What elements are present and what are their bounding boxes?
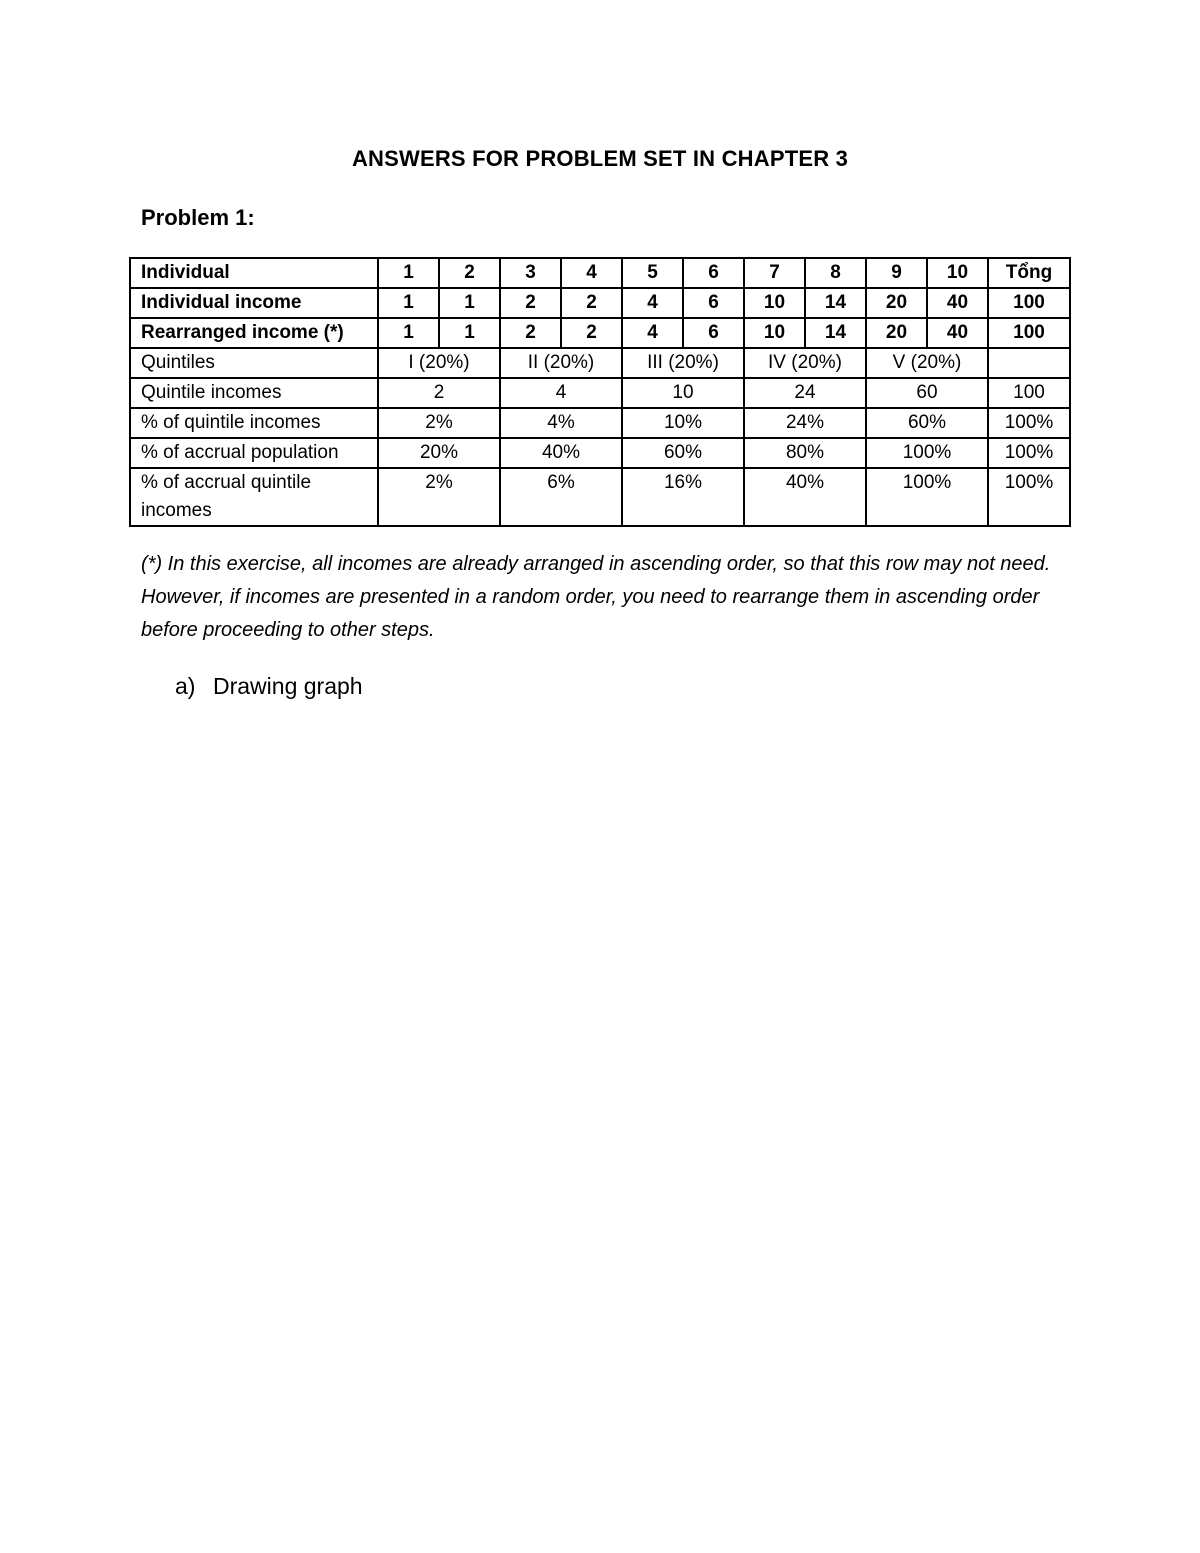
table-cell: 3 [500,258,561,288]
row-label: Individual income [130,288,378,318]
table-row-pct-accrual-population [130,438,1070,468]
table-cell: 20 [866,288,927,318]
list-marker: a) [175,673,196,699]
table-cell: 1 [439,318,500,348]
row-label: Rearranged income (*) [130,318,378,348]
table-cell: 4 [500,378,622,408]
table-cell: 2 [378,378,500,408]
table-cell: 2 [500,288,561,318]
table-cell: III (20%) [622,348,744,378]
table-cell: 100% [866,468,988,526]
table-cell: 40% [500,438,622,468]
table-cell: 60% [866,408,988,438]
table-row-pct-accrual-quintile-incomes [130,468,1070,526]
table-cell: 2% [378,408,500,438]
table-cell: 2 [500,318,561,348]
table-cell: 6% [500,468,622,526]
table-cell: IV (20%) [744,348,866,378]
total-cell [988,348,1070,378]
table-cell: 14 [805,288,866,318]
quintile-table [129,257,1071,527]
table-cell: 10 [927,258,988,288]
table-row-quintiles [130,348,1070,378]
table-cell: 4 [622,318,683,348]
table-cell: 4 [622,288,683,318]
total-cell: Tổng [988,258,1070,288]
table-cell: 2 [561,318,622,348]
document-title: ANSWERS FOR PROBLEM SET IN CHAPTER 3 [351,146,849,171]
table-cell: 10 [622,378,744,408]
table-row-rearranged-income [130,318,1070,348]
table-cell: 60% [622,438,744,468]
row-label: Quintile incomes [130,378,378,408]
table-cell: 40 [927,318,988,348]
total-cell: 100% [988,468,1070,526]
problem-heading: Problem 1: [141,205,255,230]
total-cell: 100 [988,378,1070,408]
table-cell: 100% [866,438,988,468]
total-cell: 100 [988,288,1070,318]
table-cell: 24 [744,378,866,408]
table-cell: I (20%) [378,348,500,378]
table-cell: 24% [744,408,866,438]
table-row-pct-quintile-incomes [130,408,1070,438]
table-cell: II (20%) [500,348,622,378]
table-cell: 10 [744,288,805,318]
table-cell: 4% [500,408,622,438]
table-cell: 7 [744,258,805,288]
row-label: Individual [130,258,378,288]
table-cell: V (20%) [866,348,988,378]
row-label-line: incomes [141,500,212,521]
table-cell: 1 [378,318,439,348]
table-cell: 1 [378,258,439,288]
table-cell: 6 [683,288,744,318]
table-cell: 20 [866,318,927,348]
total-cell: 100 [988,318,1070,348]
footnote: (*) In this exercise, all incomes are already arranged in ascending order, so that this row may not need. However, if incomes are presented in a random order, you need to rearrange them in ascending order before proceeding to other steps. [141,553,1051,641]
total-cell: 100% [988,408,1070,438]
row-label-line: % of accrual quintile [141,472,312,493]
table-row-individual-income [130,288,1070,318]
table-cell: 10% [622,408,744,438]
table-cell: 10 [744,318,805,348]
table-cell: 40% [744,468,866,526]
table-cell: 60 [866,378,988,408]
table-cell: 8 [805,258,866,288]
table-cell: 2% [378,468,500,526]
table-cell: 4 [561,258,622,288]
table-cell: 2 [561,288,622,318]
table-cell: 1 [378,288,439,318]
table-cell: 80% [744,438,866,468]
table-row-individual [130,258,1070,288]
table-cell: 6 [683,318,744,348]
list-item [175,673,363,700]
table-cell: 16% [622,468,744,526]
table-row-quintile-incomes [130,378,1070,408]
table-cell: 6 [683,258,744,288]
table-cell: 20% [378,438,500,468]
list-item-text: Drawing graph [213,673,363,699]
row-label: % of quintile incomes [130,408,378,438]
table-cell: 9 [866,258,927,288]
table-cell: 40 [927,288,988,318]
row-label: Quintiles [130,348,378,378]
row-label [130,468,378,526]
table-cell: 2 [439,258,500,288]
row-label: % of accrual population [130,438,378,468]
table-cell: 5 [622,258,683,288]
table-cell: 14 [805,318,866,348]
table-cell: 1 [439,288,500,318]
total-cell: 100% [988,438,1070,468]
